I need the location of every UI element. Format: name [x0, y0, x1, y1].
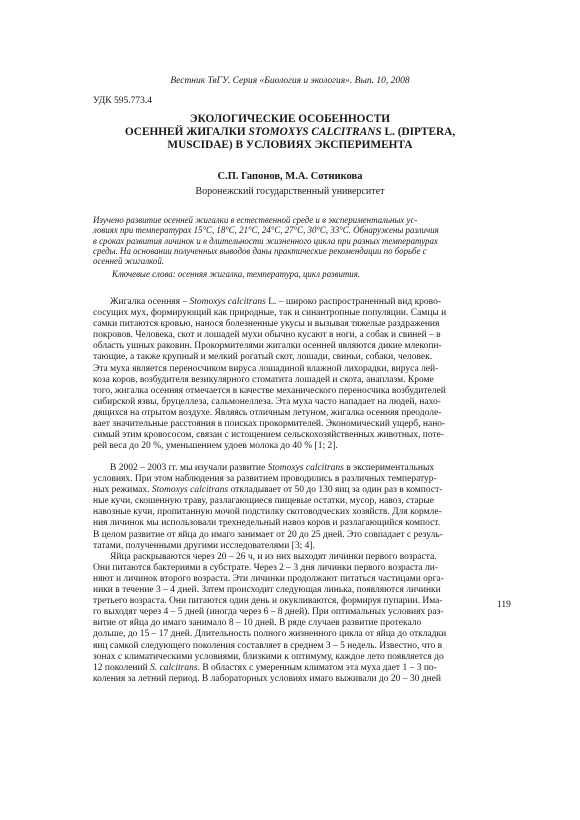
keywords: Ключевые слова: осенняя жигалка, температура, цикл развития. — [112, 269, 361, 279]
text-line: вает значительные расстояния в поисках прокормителей. Экономический ущерб, нано- — [93, 419, 446, 430]
affiliation: Воронежский государственный университет — [195, 186, 385, 197]
text-line: того, жигалка осенняя отмечается в качестве механического переносчика возбудителей — [93, 385, 446, 396]
abstract-line: ловиях при температурах 15°С, 18°С, 21°С, 24°С, 27°С, 30°С, 33°С. Обнаружены различия — [93, 225, 439, 236]
abstract-line: осенней жигалкой. — [93, 256, 164, 267]
text-line: покровов. Человека, скот и лошадей мухи обычно кусают в ноги, а собак и свиней – в — [93, 330, 441, 341]
title-line: MUSCIDAE) В УСЛОВИЯХ ЭКСПЕРИМЕНТА — [167, 139, 413, 151]
text-line: 12 поколений S. calcitrans. В областях с умеренным климатом эта муха дает 1 – 3 по- — [93, 662, 437, 673]
text-line: сибирской язвы, бруцеллеза, сальмонеллеза. Эта муха часто нападает на людей, нахо- — [93, 396, 441, 407]
text-line: ния личинок мы использовали трехнедельный навоз коров и разлагающийся компост. — [93, 518, 441, 529]
journal-header: Вестник ТвГУ. Серия «Биология и экология». Вып. 10, 2008 — [170, 76, 410, 86]
text-line: яиц самкой следующего поколения составляет в среднем 3 – 5 недель. Известно, что в — [93, 640, 443, 651]
text-line: дольше, до 15 – 17 дней. Длительность полного жизненного цикла от яйца до откладки — [93, 629, 447, 640]
text-line: В 2002 – 2003 гг. мы изучали развитие Stomoxys calcitrans в экспериментальных — [110, 463, 435, 473]
text-line: сосущих мух, формирующий как природные, так и синантропные популяции. Самцы и — [93, 308, 447, 319]
text-line: самки питаются кровью, нанося болезненные укусы и вызывая тяжелые раздражения — [93, 319, 440, 330]
text-line: Жигалка осенняя – Stomoxys calcitrans L. – широко распространенный вид крово- — [110, 297, 442, 307]
abstract-line: Изучено развитие осенней жигалки в естественной среде и в экспериментальных ус- — [93, 215, 418, 225]
text-line: навозные кучи, пропитанную мочой подстилку скотоводческих хозяйств. Для кормле- — [93, 507, 442, 518]
text-line: зонах с климатическими условиями, близкими к оптимуму, каждое лето появляется до — [93, 651, 444, 662]
text-line: ники в течение 3 – 4 дней. Затем происходит следующая линька, появляются личинки — [93, 585, 441, 596]
text-line: ные кучи, скошенную траву, разлагающиеся пищевые остатки, мусор, навоз, старые — [93, 496, 435, 507]
text-line: В целом развитие от яйца до имаго занимает от 20 до 25 дней. Это совпадает с резуль- — [93, 529, 443, 540]
text-line: коления за летний период. В лабораторных условиях имаго выживали до 20 – 30 дней — [93, 673, 441, 684]
text-line: Эта муха является переносчиком вируса лошадиной влажной лихорадки, вируса лей- — [93, 363, 439, 374]
text-line: симый этим кровососом, связан с истощением сельскохозяйственных животных, поте- — [93, 430, 445, 441]
abstract-line: в сроках развития личинок и в длительности жизненного цикла при разных температурах — [93, 235, 438, 246]
abstract-line: среды. На основании полученных выводов даны практические рекомендации по борьбе с — [93, 245, 427, 256]
body-paragraph-intro — [93, 297, 515, 452]
text-line: витие от яйца до имаго занимало 8 – 10 дней. В ряде случаев развитие протекало — [93, 618, 422, 629]
text-line: рей веса до 20 %, уменьшением удоев молока до 40 % [1; 2]. — [93, 441, 338, 452]
title-line: ОСЕННЕЙ ЖИГАЛКИ STOMOXYS CALCITRANS L. (DIPTERA, — [124, 126, 456, 138]
text-line: третьего возраста. Они питаются один день и окукливаются, формируя пупарии. Има- — [93, 596, 443, 607]
page-number: 119 — [497, 600, 511, 610]
article-title — [0, 113, 580, 152]
text-line: коза коров, возбудителя везикулярного стоматита лошадей и скота, анаплазм. Кроме — [93, 374, 434, 385]
text-line: тающие, а также крупный и мелкий рогатый скот, лошади, свиньи, собаки, человек. — [93, 352, 433, 363]
text-line: дящихся на отрытом воздухе. Являясь отличным летуном, жигалка осенняя преодоле- — [93, 407, 442, 418]
text-line: татами, полученными другими исследователями [3; 4]. — [93, 540, 315, 551]
text-line: ных режимах. Stomoxys calcitrans откладывает от 50 до 130 яиц за один раз в компост- — [93, 485, 443, 496]
abstract — [93, 215, 515, 266]
authors: С.П. Гапонов, М.А. Сотникова — [217, 171, 363, 182]
title-line: ЭКОЛОГИЧЕСКИЕ ОСОБЕННОСТИ — [189, 113, 391, 125]
text-line: условиях. При этом наблюдения за развитием проводились в различных температур- — [93, 474, 437, 485]
text-line: Яйца раскрываются через 20 – 26 ч, и из них выходят личинки первого возраста. — [110, 551, 437, 562]
text-line: няют и личинок второго возраста. Эти личинки продолжают питаться частицами орга- — [93, 573, 444, 584]
text-line: Они питаются бактериями в субстрате. Через 2 – 3 дня личинки первого возраста ли- — [93, 562, 439, 573]
body-paragraph-development — [93, 463, 515, 685]
text-line: область ушных раковин. Прокормителями жигалки осенней являются дикие млекопи- — [93, 341, 442, 352]
text-line: го выходят через 4 – 5 дней (иногда через 6 – 8 дней). При оптимальных условиях раз- — [93, 607, 444, 618]
udk-code: УДК 595.773.4 — [93, 96, 152, 106]
